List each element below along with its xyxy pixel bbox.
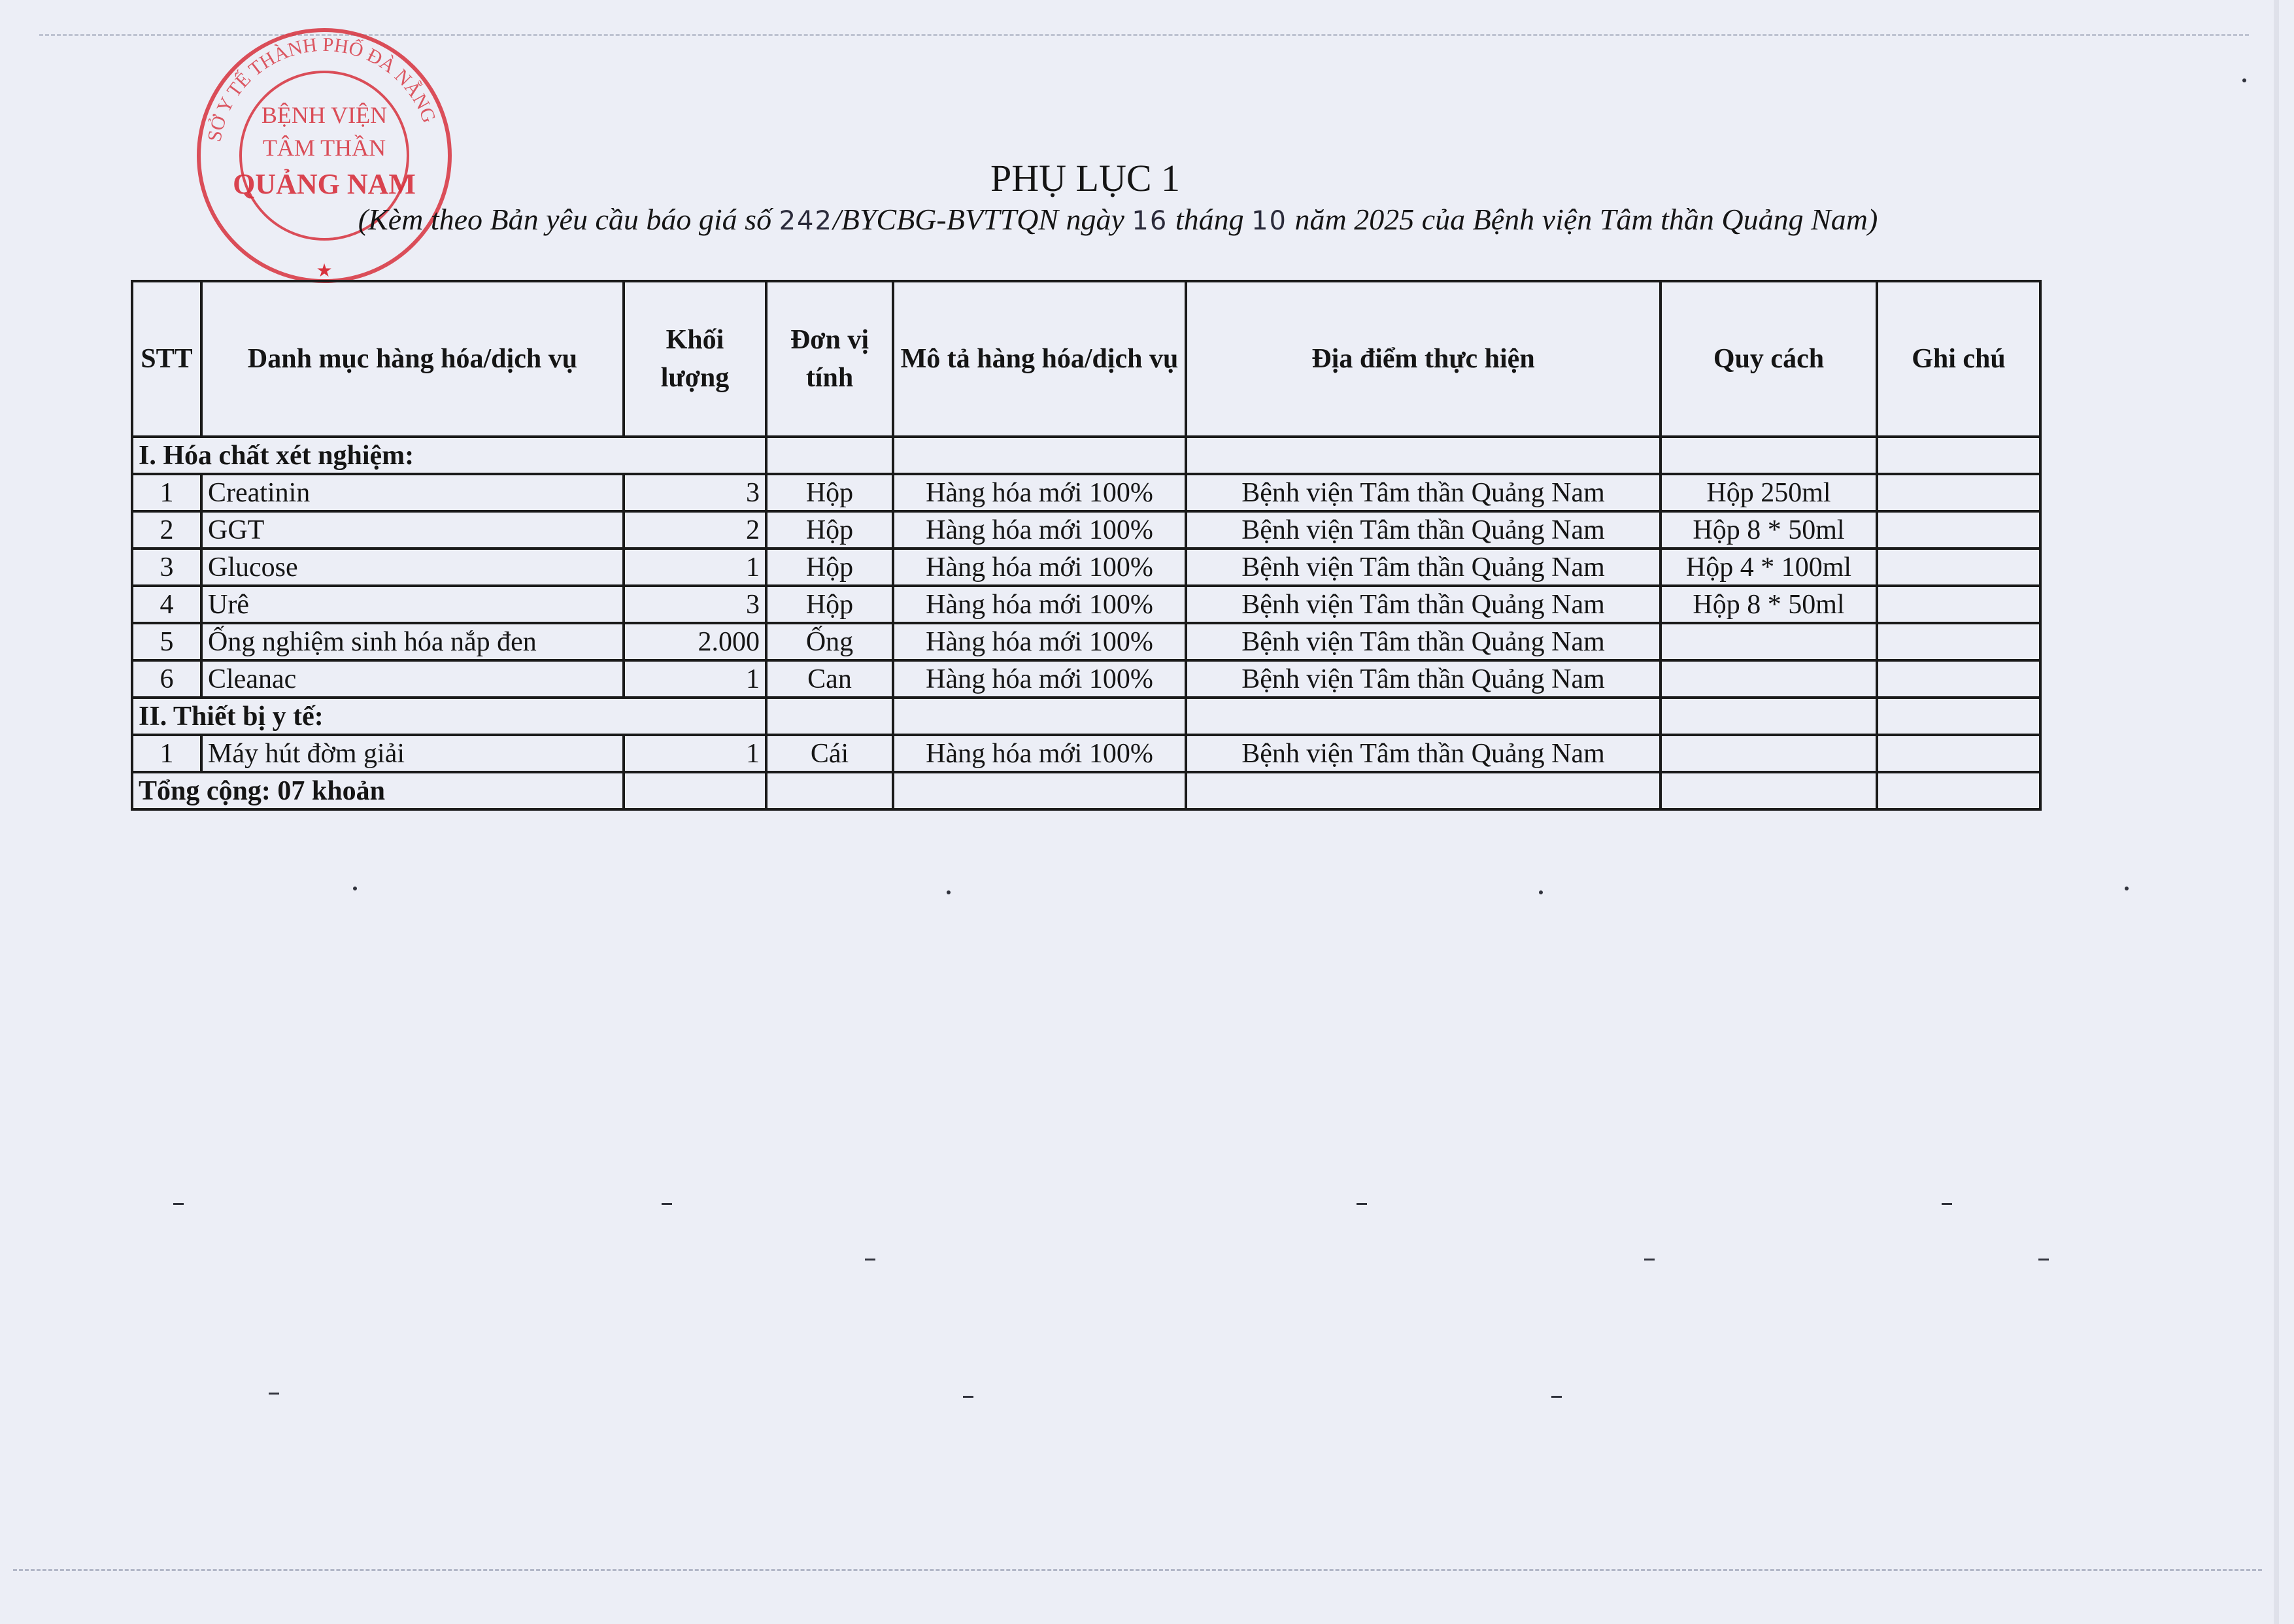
cell-unit: Hộp (766, 474, 893, 511)
cell-item: Ống nghiệm sinh hóa nắp đen (201, 623, 624, 660)
cell-item: Máy hút đờm giải (201, 735, 624, 772)
hospital-stamp (194, 25, 455, 286)
scan-edge-bottom (13, 1569, 2262, 1571)
cell-qty: 1 (624, 549, 766, 586)
section-row (132, 437, 2040, 474)
cell-qty: 2.000 (624, 623, 766, 660)
cell-item: Urê (201, 586, 624, 623)
scan-dash (269, 1393, 279, 1395)
cell-stt: 3 (132, 549, 201, 586)
cell-desc: Hàng hóa mới 100% (893, 623, 1186, 660)
section-label: II. Thiết bị y tế: (132, 698, 766, 735)
cell-qty: 1 (624, 735, 766, 772)
empty-cell (1661, 772, 1877, 809)
subtitle-part-b: /BYCBG-BVTTQN ngày (832, 203, 1132, 236)
empty-cell (624, 772, 766, 809)
cell-note (1877, 586, 2040, 623)
section-label: I. Hóa chất xét nghiệm: (132, 437, 766, 474)
scan-speck (2125, 887, 2129, 890)
stamp-line-1: BỆNH VIỆN (261, 102, 388, 128)
empty-cell (893, 698, 1186, 735)
empty-cell (1877, 772, 2040, 809)
col-header-spec: Quy cách (1661, 281, 1877, 437)
scan-dash (1357, 1203, 1367, 1205)
empty-cell (1877, 437, 2040, 474)
doc-number-handwritten: 242 (779, 206, 833, 236)
cell-qty: 1 (624, 660, 766, 698)
cell-place: Bệnh viện Tâm thần Quảng Nam (1186, 735, 1661, 772)
page-title: PHỤ LỤC 1 (990, 157, 1181, 199)
scan-edge-right (2274, 0, 2279, 1624)
table-row (132, 511, 2040, 549)
stamp-line-2: TÂM THẦN (262, 135, 386, 161)
cell-note (1877, 511, 2040, 549)
table-row (132, 623, 2040, 660)
cell-desc: Hàng hóa mới 100% (893, 735, 1186, 772)
scan-speck (2242, 78, 2246, 82)
cell-unit: Hộp (766, 549, 893, 586)
cell-unit: Hộp (766, 586, 893, 623)
table-row (132, 586, 2040, 623)
cell-stt: 4 (132, 586, 201, 623)
items-table (131, 280, 2042, 811)
cell-item: Cleanac (201, 660, 624, 698)
cell-spec: Hộp 4 * 100ml (1661, 549, 1877, 586)
day-handwritten: 16 (1132, 206, 1168, 236)
cell-place: Bệnh viện Tâm thần Quảng Nam (1186, 623, 1661, 660)
scan-dash (1942, 1203, 1952, 1205)
col-header-item: Danh mục hàng hóa/dịch vụ (201, 281, 624, 437)
scan-speck (947, 890, 951, 894)
cell-note (1877, 623, 2040, 660)
cell-place: Bệnh viện Tâm thần Quảng Nam (1186, 660, 1661, 698)
total-label: Tổng cộng: 07 khoản (132, 772, 624, 809)
cell-unit: Cái (766, 735, 893, 772)
cell-stt: 5 (132, 623, 201, 660)
cell-place: Bệnh viện Tâm thần Quảng Nam (1186, 586, 1661, 623)
cell-spec (1661, 623, 1877, 660)
table-row (132, 549, 2040, 586)
col-header-desc: Mô tả hàng hóa/dịch vụ (893, 281, 1186, 437)
cell-stt: 2 (132, 511, 201, 549)
empty-cell (766, 698, 893, 735)
scan-dash (662, 1203, 672, 1205)
scan-dash (173, 1203, 184, 1205)
scan-speck (1539, 890, 1543, 894)
cell-desc: Hàng hóa mới 100% (893, 660, 1186, 698)
empty-cell (766, 437, 893, 474)
empty-cell (1186, 437, 1661, 474)
col-header-stt: STT (132, 281, 201, 437)
total-row (132, 772, 2040, 809)
cell-place: Bệnh viện Tâm thần Quảng Nam (1186, 511, 1661, 549)
cell-qty: 3 (624, 586, 766, 623)
col-header-place: Địa điểm thực hiện (1186, 281, 1661, 437)
cell-unit: Ống (766, 623, 893, 660)
cell-desc: Hàng hóa mới 100% (893, 586, 1186, 623)
table-row (132, 660, 2040, 698)
cell-desc: Hàng hóa mới 100% (893, 511, 1186, 549)
scan-dash (1551, 1396, 1562, 1398)
cell-spec: Hộp 8 * 50ml (1661, 586, 1877, 623)
table-row (132, 735, 2040, 772)
cell-qty: 3 (624, 474, 766, 511)
cell-item: GGT (201, 511, 624, 549)
cell-unit: Hộp (766, 511, 893, 549)
stamp-line-3: QUẢNG NAM (233, 168, 416, 200)
table-header-row (132, 281, 2040, 437)
page-subtitle (235, 200, 2000, 241)
cell-note (1877, 549, 2040, 586)
col-header-qty: Khối lượng (624, 281, 766, 437)
cell-spec: Hộp 250ml (1661, 474, 1877, 511)
cell-item: Creatinin (201, 474, 624, 511)
cell-desc: Hàng hóa mới 100% (893, 549, 1186, 586)
empty-cell (1661, 437, 1877, 474)
cell-spec: Hộp 8 * 50ml (1661, 511, 1877, 549)
cell-stt: 1 (132, 474, 201, 511)
scan-dash (865, 1259, 875, 1260)
empty-cell (893, 437, 1186, 474)
subtitle-part-d: năm 2025 của Bệnh viện Tâm thần Quảng Nam) (1287, 203, 1878, 236)
empty-cell (1661, 698, 1877, 735)
stamp-star-icon: ★ (316, 260, 333, 281)
cell-unit: Can (766, 660, 893, 698)
cell-place: Bệnh viện Tâm thần Quảng Nam (1186, 549, 1661, 586)
cell-desc: Hàng hóa mới 100% (893, 474, 1186, 511)
cell-place: Bệnh viện Tâm thần Quảng Nam (1186, 474, 1661, 511)
section-row (132, 698, 2040, 735)
cell-spec (1661, 660, 1877, 698)
empty-cell (1186, 772, 1661, 809)
scan-dash (1644, 1259, 1655, 1260)
scan-dash (963, 1396, 973, 1398)
stamp-ring-text: SỞ Y TẾ THÀNH PHỐ ĐÀ NẴNG (203, 33, 441, 144)
col-header-unit: Đơn vị tính (766, 281, 893, 437)
cell-qty: 2 (624, 511, 766, 549)
cell-stt: 6 (132, 660, 201, 698)
cell-stt: 1 (132, 735, 201, 772)
empty-cell (1877, 698, 2040, 735)
table-row (132, 474, 2040, 511)
subtitle-part-c: tháng (1168, 203, 1252, 236)
scan-speck (353, 887, 357, 890)
empty-cell (1186, 698, 1661, 735)
month-handwritten: 10 (1251, 206, 1287, 236)
scan-dash (2038, 1259, 2049, 1260)
subtitle-part-a: (Kèm theo Bản yêu cầu báo giá số (358, 203, 779, 236)
cell-spec (1661, 735, 1877, 772)
cell-note (1877, 660, 2040, 698)
empty-cell (893, 772, 1186, 809)
empty-cell (766, 772, 893, 809)
cell-item: Glucose (201, 549, 624, 586)
cell-note (1877, 735, 2040, 772)
cell-note (1877, 474, 2040, 511)
col-header-note: Ghi chú (1877, 281, 2040, 437)
